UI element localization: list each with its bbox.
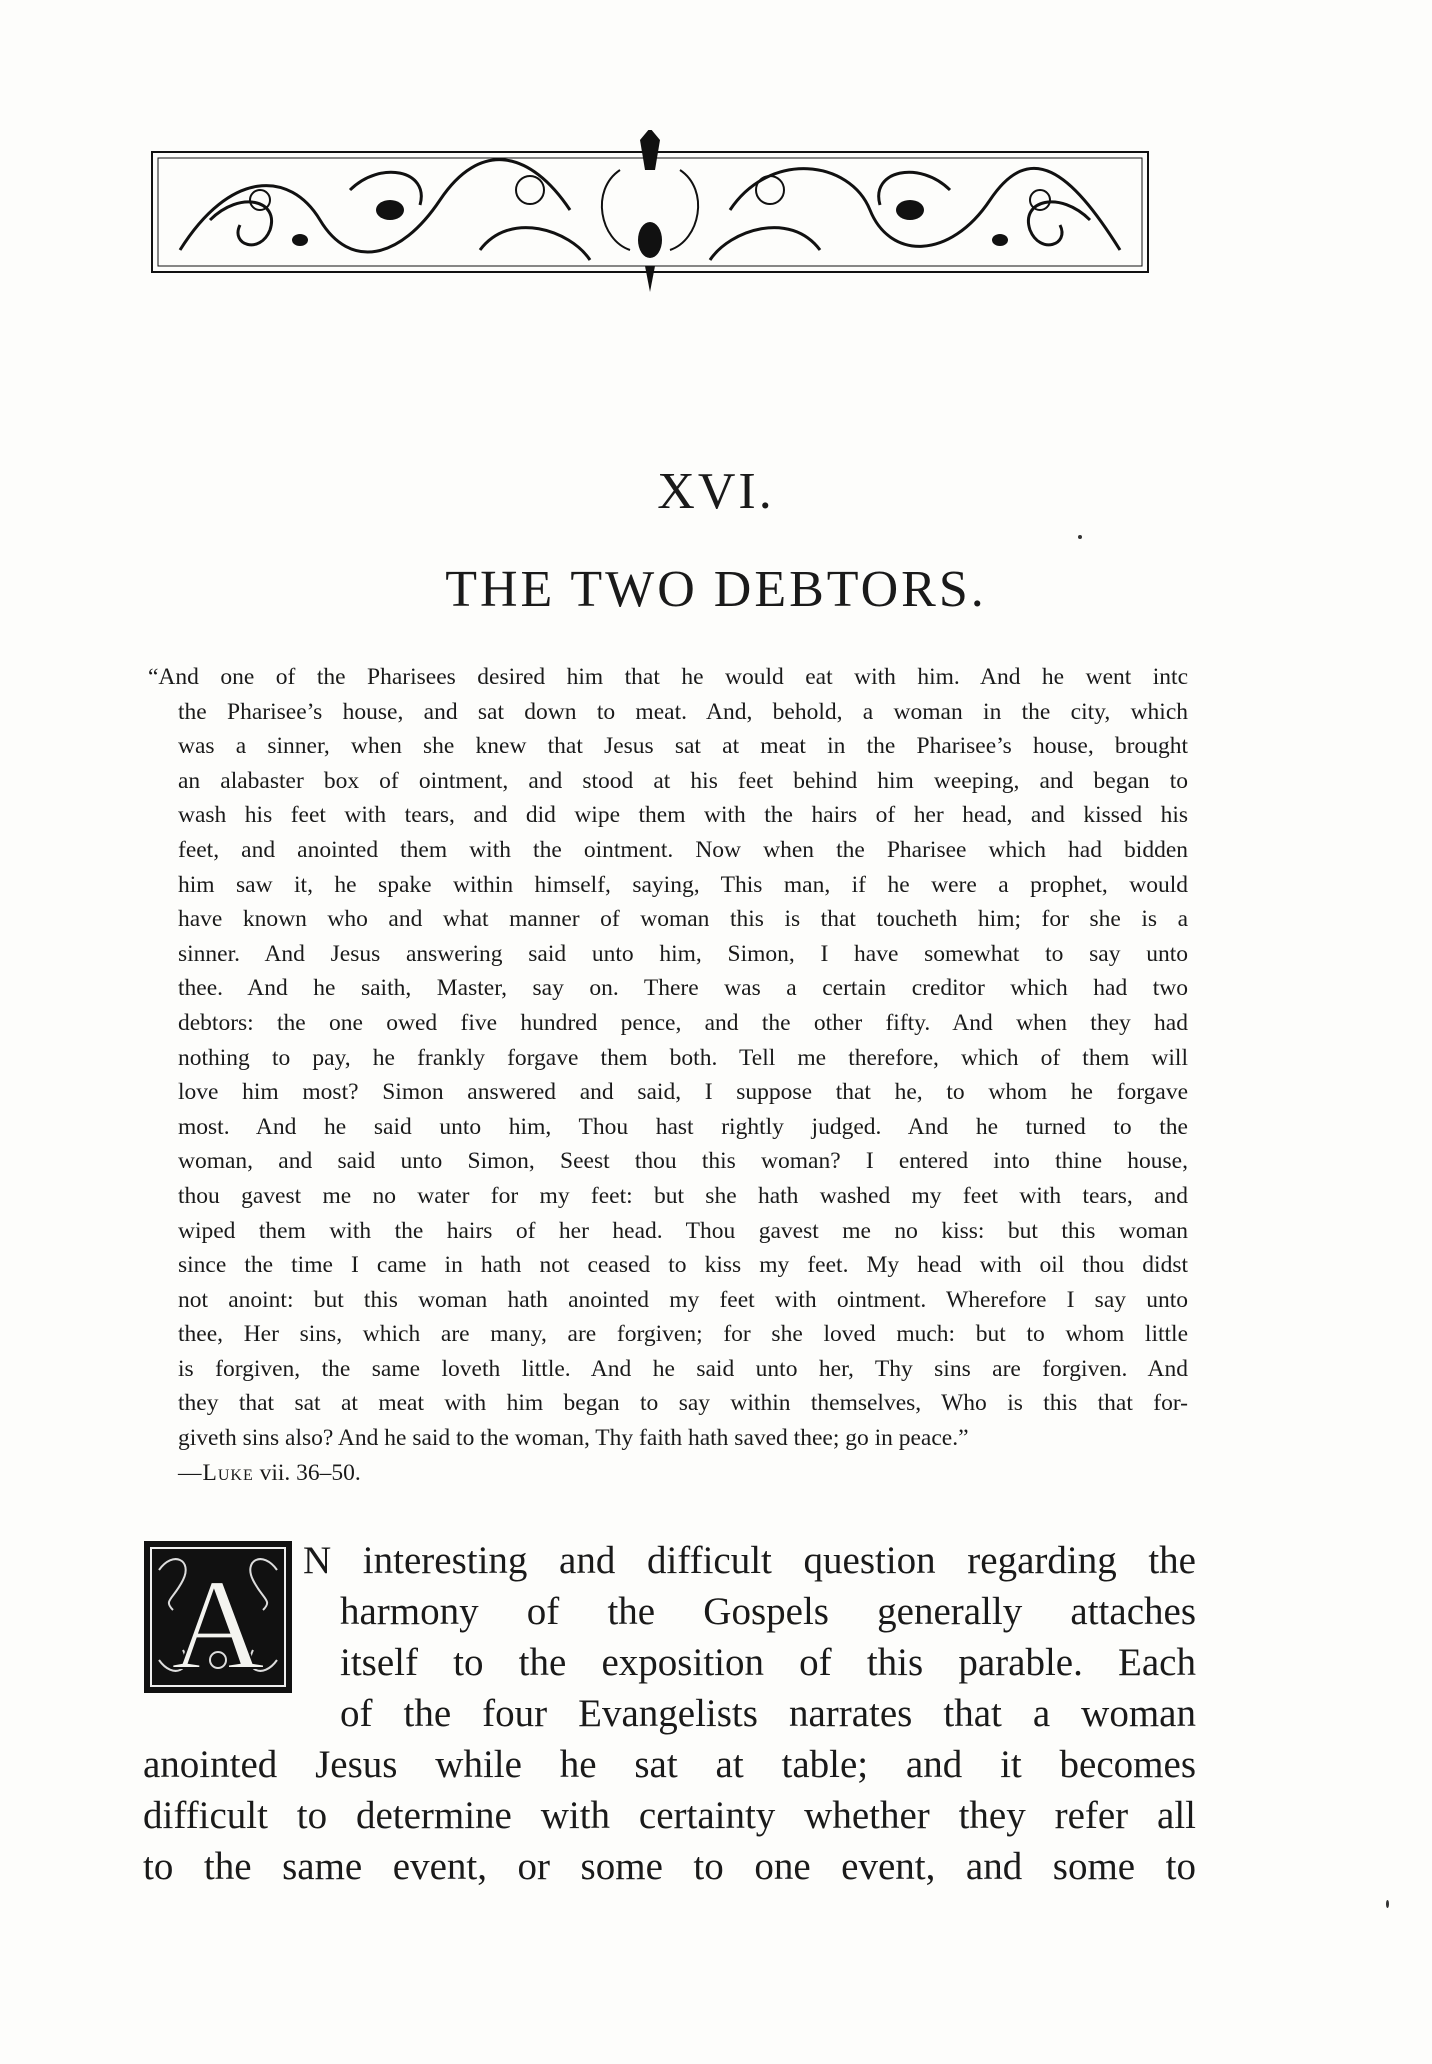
epigraph-line: sinner. And Jesus answering said unto him, Simon, I have somewhat to say unto [178,940,1188,967]
chapter-number: XVI. [657,463,775,520]
body-line: of the four Evangelists narrates that a woman [340,1692,1196,1735]
ornamental-headpiece [150,130,1150,292]
epigraph-line: thee, Her sins, which are many, are forgiven; for she loved much: but to whom little [178,1321,1188,1348]
citation-book: —Luke [178,1459,254,1486]
epigraph-line: thou gavest me no water for my feet: but she hath washed my feet with tears, and [178,1182,1188,1209]
chapter-body-text [143,1535,1196,1892]
epigraph-line: feet, and anointed them with the ointment. Now when the Pharisee which had bidden [178,836,1188,863]
print-speck [1386,1900,1389,1908]
epigraph-line: an alabaster box of ointment, and stood at his feet behind him weeping, and began to [178,767,1188,794]
epigraph-line: is forgiven, the same loveth little. And he said unto her, Thy sins are forgiven. And [178,1355,1188,1382]
body-line: to the same event, or some to one event, and some to [143,1845,1196,1888]
epigraph-line: since the time I came in hath not ceased to kiss my feet. My head with oil thou didst [178,1252,1188,1279]
epigraph-quotation [148,660,1188,1490]
epigraph-line: most. And he said unto him, Thou hast rightly judged. And he turned to the [178,1113,1188,1140]
epigraph-line: giveth sins also? And he said to the woman, Thy faith hath saved thee; go in peace.” [178,1425,969,1452]
body-line: difficult to determine with certainty whether they refer all [143,1794,1196,1837]
epigraph-line: was a sinner, when she knew that Jesus sat at meat in the Pharisee’s house, brought [178,733,1188,760]
epigraph-line: debtors: the one owed five hundred pence, and the other fifty. And when they had [178,1009,1188,1036]
scripture-citation [178,1456,1188,1491]
epigraph-line: not anoint: but this woman hath anointed my feet with ointment. Wherefore I say unto [178,1286,1188,1313]
epigraph-line: love him most? Simon answered and said, I suppose that he, to whom he forgave [178,1079,1188,1106]
epigraph-line: wiped them with the hairs of her head. Thou gavest me no kiss: but this woman [178,1217,1188,1244]
epigraph-line: him saw it, he spake within himself, saying, This man, if he were a prophet, would [178,871,1188,898]
body-line: N interesting and difficult question regarding the [303,1539,1196,1582]
epigraph-line: “And one of the Pharisees desired him that he would eat with him. And he went intc [148,664,1188,690]
body-line: harmony of the Gospels generally attaches [340,1590,1196,1633]
chapter-title: THE TWO DEBTORS. [445,561,987,618]
drop-cap-letter: A [171,1553,265,1694]
epigraph-line: have known who and what manner of woman this is that toucheth him; for she is a [178,906,1188,933]
epigraph-line: wash his feet with tears, and did wipe them with the hairs of her head, and kissed his [178,802,1188,829]
citation-reference: vii. 36–50. [253,1459,361,1486]
epigraph-line: thee. And he saith, Master, say on. There was a certain creditor which had two [178,975,1188,1002]
epigraph-line: woman, and said unto Simon, Seest thou this woman? I entered into thine house, [178,1148,1188,1175]
epigraph-line: nothing to pay, he frankly forgave them both. Tell me therefore, which of them will [178,1044,1188,1071]
epigraph-line: they that sat at meat with him began to say within themselves, Who is this that for- [178,1390,1188,1417]
epigraph-line: the Pharisee’s house, and sat down to meat. And, behold, a woman in the city, which [178,698,1188,725]
body-line: itself to the exposition of this parable. Each [340,1641,1196,1684]
print-speck [1078,535,1082,539]
body-line: anointed Jesus while he sat at table; and it becomes [143,1743,1196,1786]
